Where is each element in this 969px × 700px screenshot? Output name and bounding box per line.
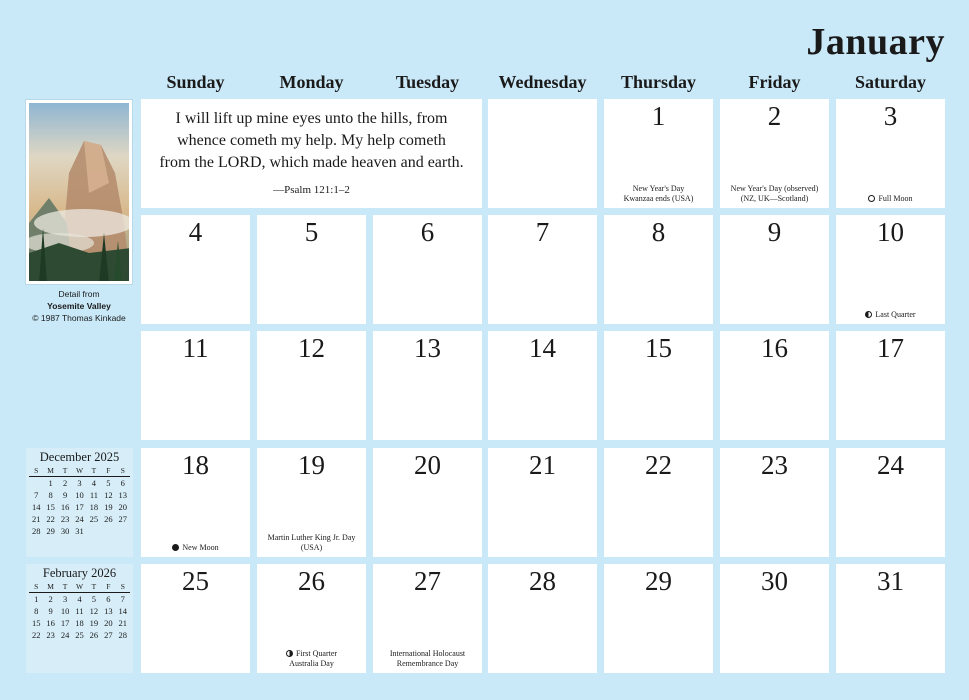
day-number: 20 bbox=[414, 450, 441, 480]
day-number: 8 bbox=[651, 217, 666, 247]
caption-title: Yosemite Valley bbox=[47, 301, 111, 311]
mini-calendar-previous-month bbox=[26, 448, 133, 557]
day-cell-22[interactable] bbox=[604, 448, 713, 557]
day-number: 16 bbox=[761, 333, 788, 363]
holiday-note: Martin Luther King Jr. Day (USA) bbox=[267, 533, 356, 552]
day-number: 4 bbox=[188, 217, 203, 247]
moon-full-icon bbox=[868, 195, 875, 202]
quote-line: I will lift up mine eyes unto the hills, from bbox=[175, 110, 448, 127]
day-cell-24[interactable] bbox=[836, 448, 945, 557]
holiday-note: New Year's Day Kwanzaa ends (USA) bbox=[623, 184, 694, 203]
day-number: 1 bbox=[651, 101, 666, 131]
mini-calendar-title: December 2025 bbox=[39, 450, 120, 464]
day-cell-15[interactable] bbox=[604, 331, 713, 440]
day-number: 25 bbox=[182, 566, 209, 596]
day-cell-9[interactable] bbox=[720, 215, 829, 324]
day-cell-14[interactable] bbox=[488, 331, 597, 440]
day-cell-20[interactable] bbox=[373, 448, 482, 557]
quote-reference: —Psalm 121:1–2 bbox=[273, 184, 350, 196]
day-number: 28 bbox=[529, 566, 556, 596]
mini-calendar-weekdays: S M T W T F S bbox=[34, 466, 125, 475]
day-cell-17[interactable] bbox=[836, 331, 945, 440]
moon-phase-note: Full Moon bbox=[838, 194, 943, 204]
day-number: 2 bbox=[767, 101, 782, 131]
day-number: 29 bbox=[645, 566, 672, 596]
weekday-friday: Friday bbox=[748, 72, 801, 92]
artwork-image bbox=[25, 99, 133, 285]
day-cell-7[interactable] bbox=[488, 215, 597, 324]
day-number: 9 bbox=[767, 217, 782, 247]
mini-calendar-weekdays: S M T W T F S bbox=[34, 582, 125, 591]
artwork-caption bbox=[22, 288, 136, 324]
day-cell-2[interactable] bbox=[720, 99, 829, 208]
moon-phase-note: Last Quarter bbox=[838, 310, 943, 320]
day-number: 7 bbox=[535, 217, 550, 247]
quote-line: whence cometh my help. My help cometh bbox=[177, 132, 446, 149]
day-number: 22 bbox=[645, 450, 672, 480]
day-cell-3[interactable] bbox=[836, 99, 945, 208]
day-cell-19[interactable] bbox=[257, 448, 366, 557]
day-cell-23[interactable] bbox=[720, 448, 829, 557]
mini-calendar-title: February 2026 bbox=[42, 566, 117, 580]
day-cell-30[interactable] bbox=[720, 564, 829, 673]
weekday-thursday: Thursday bbox=[620, 72, 697, 92]
day-number: 12 bbox=[298, 333, 325, 363]
quote-line: from the LORD, which made heaven and earth. bbox=[159, 154, 464, 171]
day-number: 23 bbox=[761, 450, 788, 480]
day-number: 11 bbox=[182, 333, 209, 363]
day-cell-27[interactable] bbox=[373, 564, 482, 673]
mini-calendar-next-month bbox=[26, 564, 133, 673]
day-number: 3 bbox=[883, 101, 898, 131]
day-number: 10 bbox=[877, 217, 904, 247]
month-title: January bbox=[806, 21, 945, 63]
day-number: 27 bbox=[414, 566, 441, 596]
day-cell-1[interactable] bbox=[604, 99, 713, 208]
holiday-note: International Holocaust Remembrance Day bbox=[389, 649, 466, 668]
day-cell-16[interactable] bbox=[720, 331, 829, 440]
weekday-saturday: Saturday bbox=[854, 72, 926, 92]
moon-new-icon bbox=[172, 544, 179, 551]
day-number: 14 bbox=[529, 333, 556, 363]
weekday-wednesday: Wednesday bbox=[498, 72, 587, 92]
day-number: 17 bbox=[877, 333, 904, 363]
day-number: 31 bbox=[877, 566, 904, 596]
day-cell-empty[interactable] bbox=[488, 99, 597, 208]
day-cell-13[interactable] bbox=[373, 331, 482, 440]
mini-calendar-days: 1 2 3 4 5 6 7 8 9 10 11 12 13 14 15 16 17 18 19 20 21 22 23 24 25 26 27 28 bbox=[31, 594, 128, 640]
day-number: 30 bbox=[761, 566, 788, 596]
day-cell-8[interactable] bbox=[604, 215, 713, 324]
day-cell-4[interactable] bbox=[141, 215, 250, 324]
day-cell-25[interactable] bbox=[141, 564, 250, 673]
day-number: 21 bbox=[529, 450, 556, 480]
day-cell-18[interactable] bbox=[141, 448, 250, 557]
day-number: 18 bbox=[182, 450, 209, 480]
day-cell-12[interactable] bbox=[257, 331, 366, 440]
caption-detail-from: Detail from bbox=[58, 289, 100, 299]
mini-calendar-days: 1 2 3 4 5 6 7 8 9 10 11 12 13 14 15 16 17 18 19 20 21 22 23 24 25 26 27 28 29 30 31 bbox=[31, 478, 128, 536]
moon-phase-note: New Moon bbox=[143, 543, 248, 553]
day-cell-10[interactable] bbox=[836, 215, 945, 324]
day-number: 19 bbox=[298, 450, 325, 480]
weekday-monday: Monday bbox=[279, 72, 344, 92]
day-cell-6[interactable] bbox=[373, 215, 482, 324]
day-cell-26[interactable] bbox=[257, 564, 366, 673]
day-cell-21[interactable] bbox=[488, 448, 597, 557]
day-number: 13 bbox=[414, 333, 441, 363]
day-number: 26 bbox=[298, 566, 325, 596]
weekday-sunday: Sunday bbox=[166, 72, 225, 92]
day-number: 15 bbox=[645, 333, 672, 363]
day-number: 6 bbox=[420, 217, 435, 247]
yosemite-painting bbox=[29, 103, 129, 281]
weekday-tuesday: Tuesday bbox=[395, 72, 460, 92]
scripture-quote bbox=[141, 99, 482, 208]
day-cell-5[interactable] bbox=[257, 215, 366, 324]
day-number: 24 bbox=[877, 450, 904, 480]
caption-credit: © 1987 Thomas Kinkade bbox=[32, 313, 126, 323]
moon-first-quarter-icon bbox=[286, 650, 293, 657]
day-cell-11[interactable] bbox=[141, 331, 250, 440]
holiday-note: First Quarter Australia Day bbox=[259, 649, 364, 669]
moon-last-quarter-icon bbox=[865, 311, 872, 318]
holiday-note: New Year's Day (observed) (NZ, UK—Scotland) bbox=[730, 184, 819, 203]
day-number: 5 bbox=[304, 217, 319, 247]
day-cell-29[interactable] bbox=[604, 564, 713, 673]
day-cell-31[interactable] bbox=[836, 564, 945, 673]
day-cell-28[interactable] bbox=[488, 564, 597, 673]
